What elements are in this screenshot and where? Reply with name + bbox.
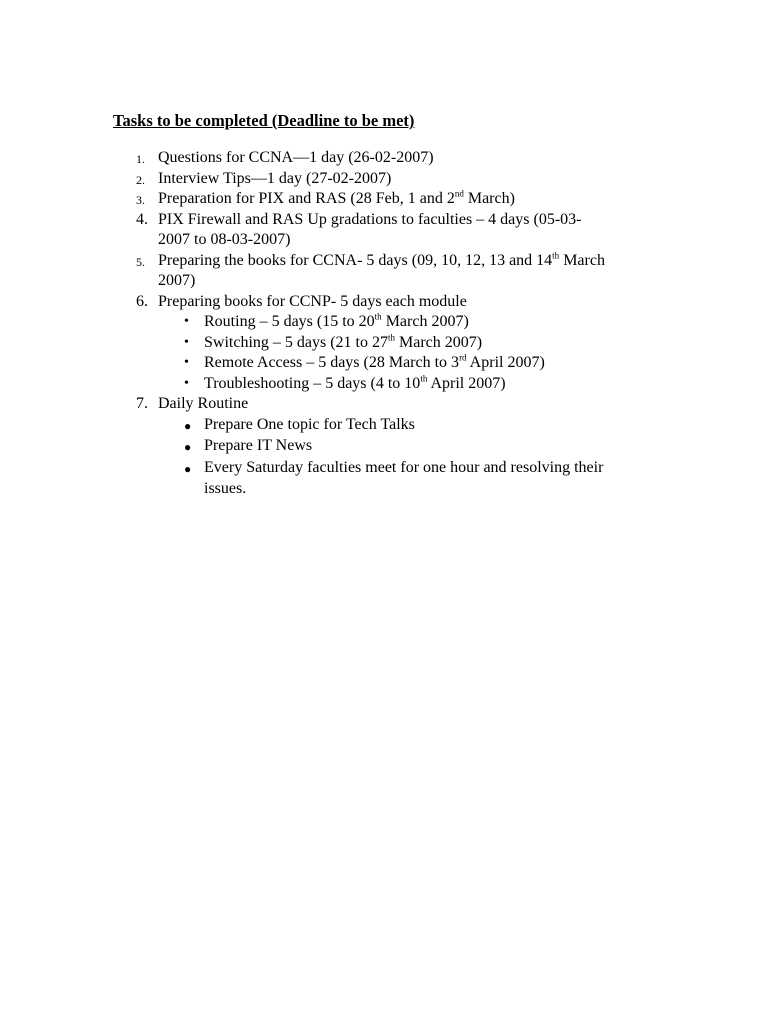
list-item-text: Questions for CCNA—1 day (26-02-2007) bbox=[158, 149, 434, 166]
sub-list-item-text-part: Remote Access – 5 days (28 March to 3 bbox=[204, 354, 460, 371]
sub-list-item-text bbox=[204, 333, 482, 354]
bullet-icon: • bbox=[184, 355, 189, 370]
list-item-text-part: March) bbox=[463, 190, 515, 207]
list-item-text: 2007) bbox=[158, 272, 196, 289]
sub-list-item-text-part: March 2007) bbox=[381, 313, 469, 330]
list-item-text: 2007 to 08-03-2007) bbox=[158, 231, 291, 248]
sub-list-item-text-part: April 2007) bbox=[427, 374, 506, 392]
list-number: 6. bbox=[136, 292, 148, 310]
sub-list-item-text: Prepare IT News bbox=[204, 437, 313, 454]
list-number: 3. bbox=[136, 193, 145, 207]
ordinal-suffix: th bbox=[552, 250, 560, 261]
sub-list-item-text bbox=[204, 353, 545, 374]
list-number: 4. bbox=[136, 210, 148, 228]
sub-list-item-text-part: Switching – 5 days (21 to 27 bbox=[204, 333, 388, 351]
list-number: 7. bbox=[136, 395, 148, 412]
sub-list-item-text: Every Saturday faculties meet for one hour and resolving their bbox=[204, 459, 604, 476]
list-item-text bbox=[158, 189, 515, 210]
list-item-text: Preparing books for CCNP- 5 days each module bbox=[158, 292, 467, 310]
ordinal-suffix: rd bbox=[459, 352, 467, 363]
bullet-icon: • bbox=[184, 314, 189, 329]
document-heading: Tasks to be completed (Deadline to be met) bbox=[113, 111, 415, 130]
sub-list-item-text bbox=[204, 374, 506, 395]
sub-list-item-text bbox=[204, 312, 469, 333]
sub-list-item-text-part: Routing – 5 days (15 to 20 bbox=[204, 313, 375, 330]
list-item-text: Daily Routine bbox=[158, 395, 249, 412]
ordinal-suffix: th bbox=[420, 373, 428, 384]
list-item-text: PIX Firewall and RAS Up gradations to faculties – 4 days (05-03- bbox=[158, 210, 582, 228]
list-item-text-part: March bbox=[559, 251, 605, 269]
ordinal-suffix: th bbox=[374, 311, 382, 322]
list-number: 1. bbox=[136, 152, 145, 166]
list-item-text-part: Preparing the books for CCNA- 5 days (09, 10, 12, 13 and 14 bbox=[158, 251, 553, 269]
list-number: 2. bbox=[136, 172, 145, 187]
list-number: 5. bbox=[136, 254, 145, 269]
bullet-icon: ● bbox=[184, 462, 192, 476]
bullet-icon: • bbox=[184, 334, 189, 350]
list-item-text: Interview Tips—1 day (27-02-2007) bbox=[158, 169, 392, 187]
bullet-icon: ● bbox=[184, 419, 192, 433]
sub-list-item-text: issues. bbox=[204, 479, 247, 497]
ordinal-suffix: th bbox=[388, 332, 396, 343]
sub-list-item-text-part: March 2007) bbox=[395, 333, 483, 351]
bullet-icon: ● bbox=[184, 440, 192, 454]
sub-list-item-text-part: April 2007) bbox=[466, 354, 545, 371]
sub-list-item-text: Prepare One topic for Tech Talks bbox=[204, 416, 415, 433]
ordinal-suffix: nd bbox=[454, 188, 464, 199]
sub-list-item-text-part: Troubleshooting – 5 days (4 to 10 bbox=[204, 374, 421, 392]
bullet-icon: • bbox=[184, 375, 189, 391]
list-item-text-part: Preparation for PIX and RAS (28 Feb, 1 and 2 bbox=[158, 190, 455, 207]
list-item-text bbox=[158, 251, 605, 272]
